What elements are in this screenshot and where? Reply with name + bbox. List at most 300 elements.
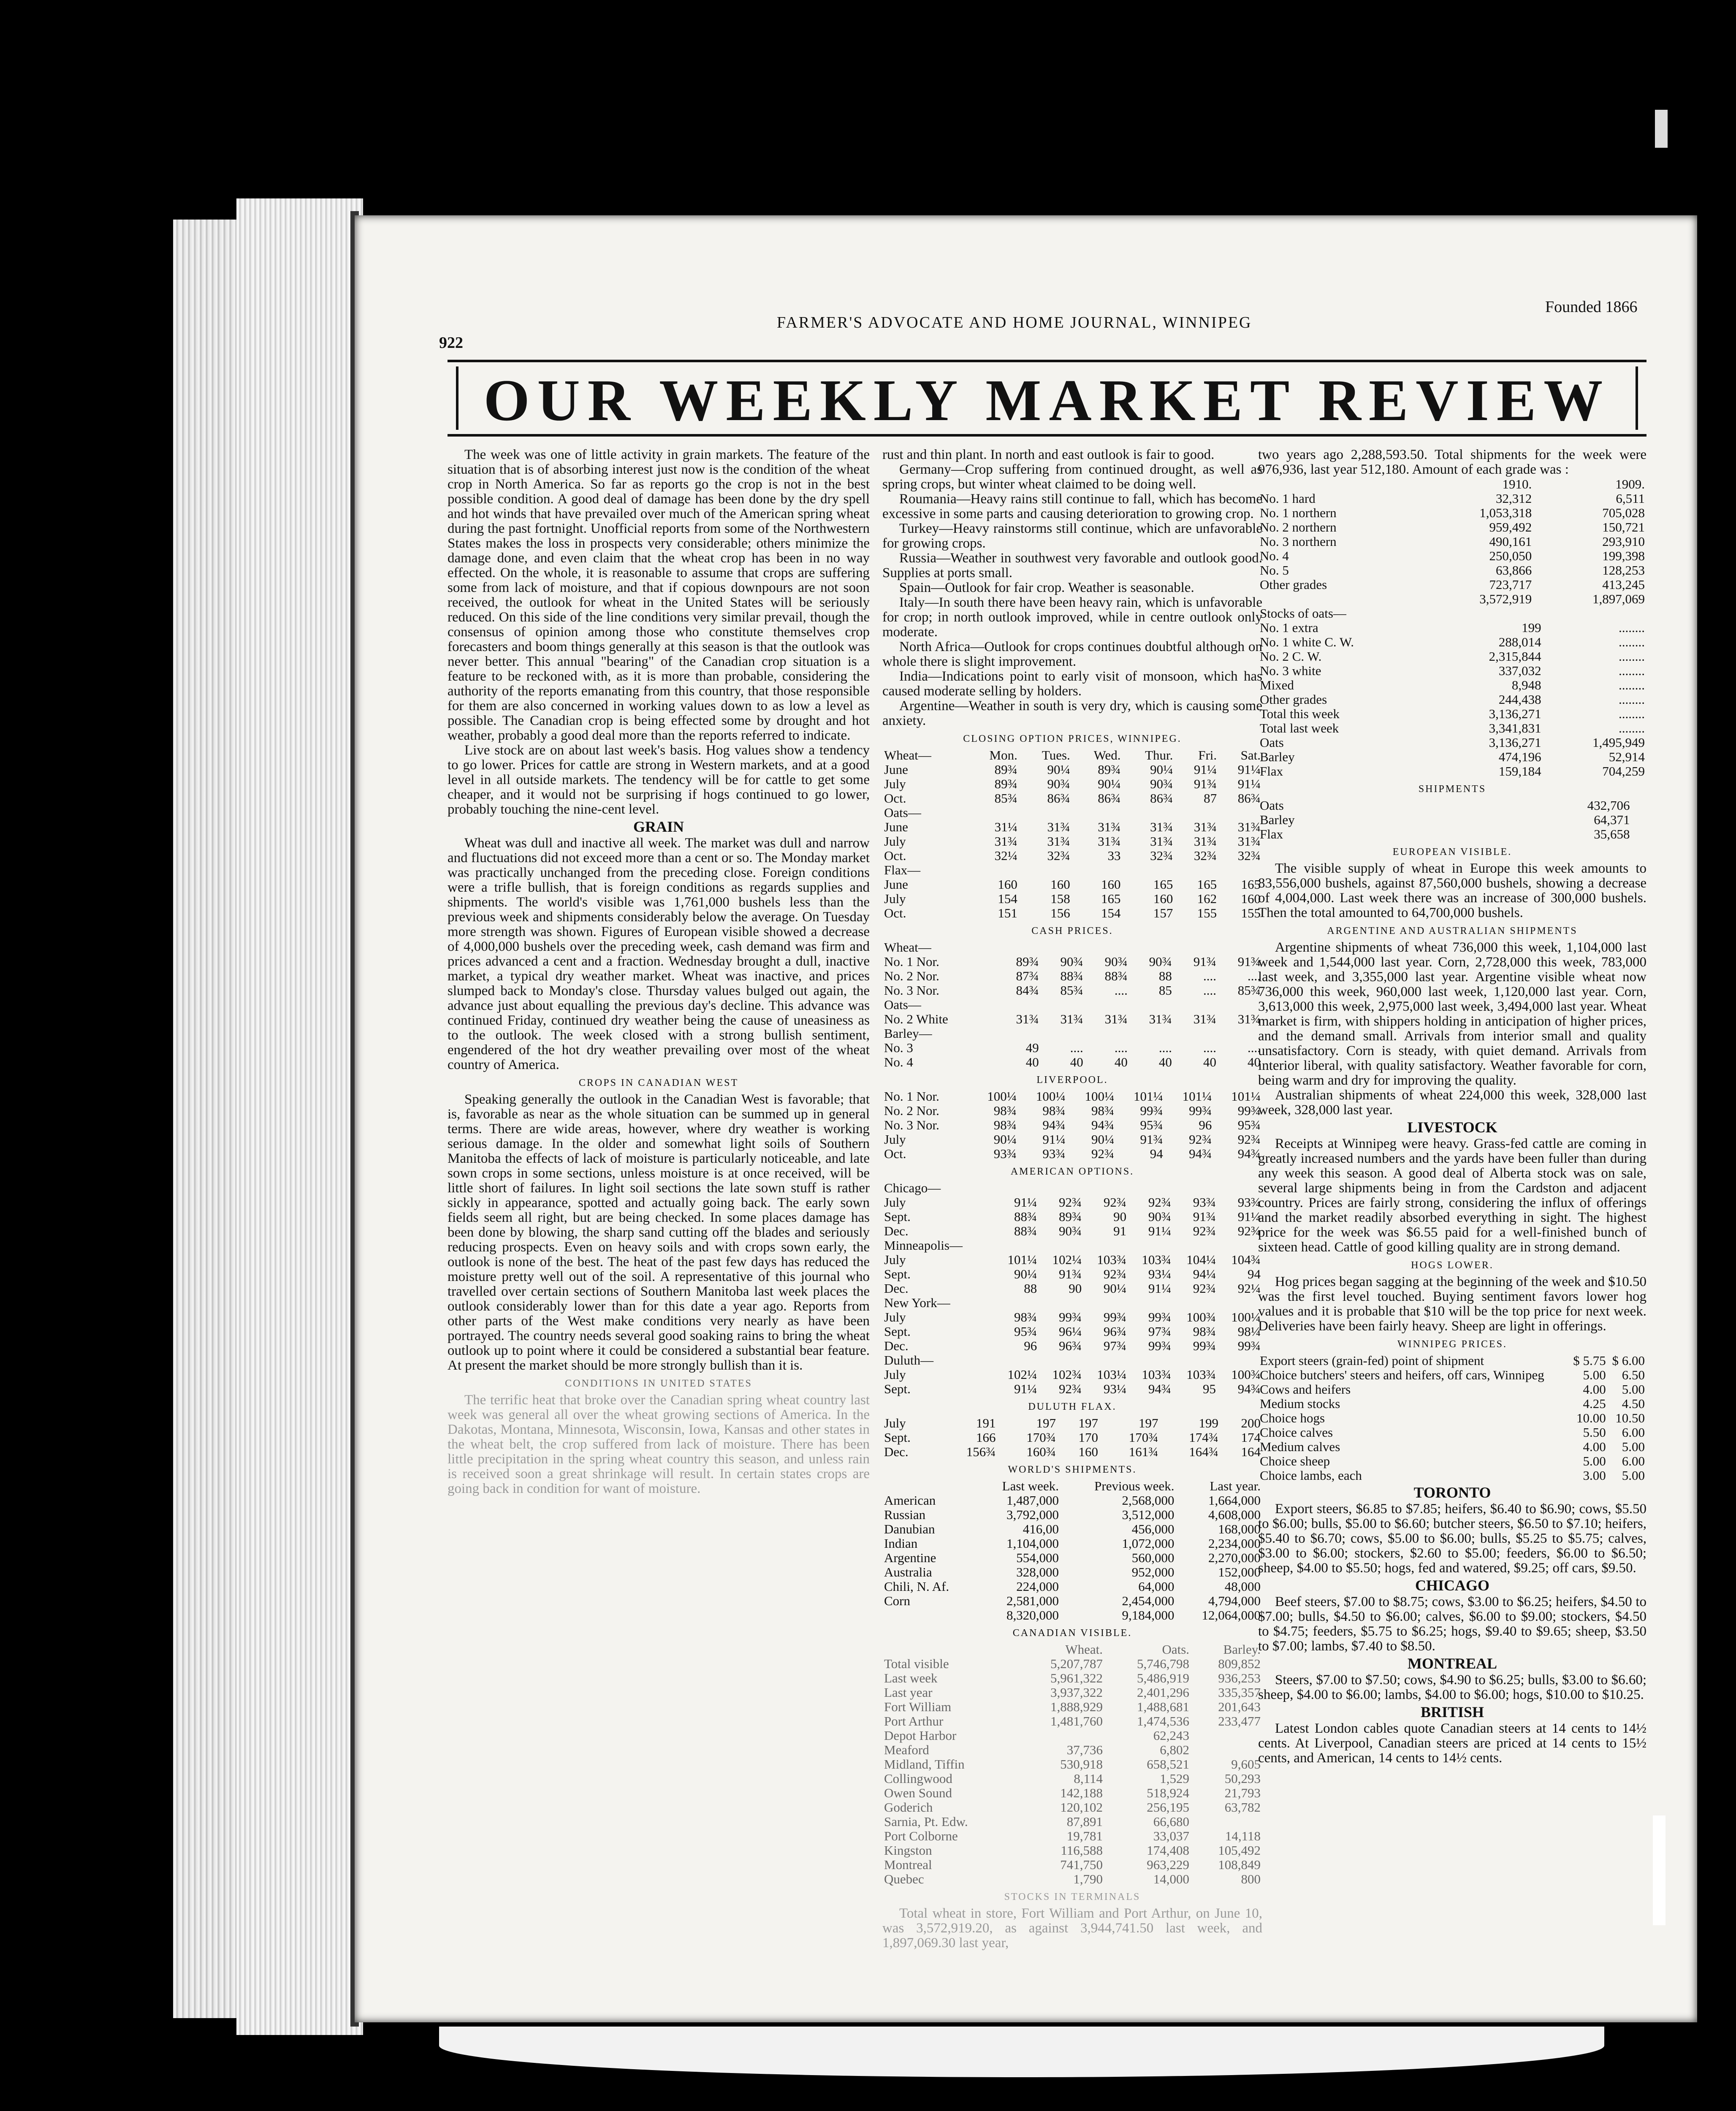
- table-row: [1258, 664, 1646, 678]
- table-row: [882, 1339, 1262, 1353]
- table-row: [882, 1041, 1262, 1055]
- table-row: [882, 1579, 1262, 1594]
- table-cell: 101¼: [1134, 1089, 1163, 1104]
- liverpool-heading: LIVERPOOL.: [1036, 1074, 1108, 1085]
- table-row: [882, 820, 1262, 834]
- table-cell: Australia: [884, 1565, 932, 1579]
- table-cell: [1083, 1181, 1128, 1195]
- table-cell: Duluth—: [884, 1353, 934, 1368]
- table-row: [882, 1743, 1262, 1757]
- table-cell: 160¾: [1026, 1444, 1056, 1459]
- us-conditions-paragraph: The terrific heat that broke over the Canadian spring wheat country last week was general all over the wheat growing sections of America. In the Dakotas, Montana, Minnesota, Wisconsin, Iowa, Kansas and other states in the wheat belt, the crop suffered from lack of moisture. There has been little precipitation in the spring wheat country this season, and unless rain is received soon a great shrinkage will result. In certain states crops are going back in condition for want of moisture.: [448, 1392, 870, 1496]
- table-cell: 800: [1241, 1872, 1261, 1886]
- table-cell: 432,706: [1587, 798, 1630, 813]
- british-heading: BRITISH: [1420, 1704, 1484, 1720]
- table-row: [1258, 606, 1646, 621]
- table-cell: 5,207,787: [1050, 1656, 1103, 1671]
- table-cell: 99¾: [1148, 1338, 1172, 1353]
- table-row: [882, 777, 1262, 791]
- table-cell: ........: [1619, 678, 1645, 692]
- table-cell: 233,477: [1218, 1714, 1261, 1728]
- table-cell: 103¾: [1097, 1252, 1127, 1267]
- table-cell: No. 4: [1260, 548, 1289, 563]
- table-cell: 1,888,929: [1050, 1699, 1103, 1714]
- shipments-intro: two years ago 2,288,593.50. Total shipments for the week were 976,936, last year 512,180. Amount of each grade was :: [1258, 447, 1646, 477]
- table-row: [882, 1310, 1262, 1324]
- table-cell: 31¾: [994, 834, 1017, 849]
- table-cell: 91¾: [1193, 1209, 1216, 1224]
- column-header: Oats.: [1162, 1642, 1190, 1657]
- table-cell: 102¼: [1052, 1252, 1082, 1267]
- table-cell: July: [884, 891, 906, 906]
- table-cell: 103¾: [1186, 1367, 1216, 1382]
- table-cell: 165: [1241, 877, 1261, 892]
- table-cell: [994, 1238, 1039, 1253]
- table-cell: 705,028: [1602, 505, 1645, 520]
- table-cell: [1632, 798, 1647, 813]
- table-cell: 150,721: [1602, 520, 1645, 535]
- table-cell: 99¾: [1237, 1103, 1261, 1118]
- table-cell: 157: [1153, 906, 1173, 920]
- table-cell: 809,852: [1218, 1656, 1261, 1671]
- foreign-report-paragraph: Spain—Outlook for fair crop. Weather is seasonable.: [899, 580, 1194, 595]
- table-cell: No. 2 White: [884, 1012, 948, 1026]
- table-cell: [1039, 1238, 1083, 1253]
- table-cell: June: [884, 877, 908, 892]
- table-cell: 120,102: [1060, 1800, 1103, 1815]
- table-row: [882, 806, 1262, 820]
- table-cell: 91¾: [1058, 1267, 1082, 1281]
- table-cell: [882, 1608, 977, 1623]
- table-row: [1258, 1411, 1646, 1425]
- argentine-heading: ARGENTINE AND AUSTRALIAN SHIPMENTS: [1327, 925, 1578, 936]
- table-cell: [1632, 813, 1647, 827]
- table-cell: 560,000: [1131, 1550, 1175, 1565]
- table-cell: [1128, 1353, 1173, 1368]
- table-cell: Last week: [884, 1671, 938, 1685]
- table-cell: 108,849: [1218, 1857, 1261, 1872]
- table-cell: 5.00: [1583, 1368, 1606, 1382]
- table-cell: 5,746,798: [1137, 1656, 1190, 1671]
- table-cell: [996, 1026, 1041, 1041]
- table-cell: 96¾: [1058, 1338, 1082, 1353]
- canadian-visible-table: [882, 1642, 1262, 1886]
- table-row: [882, 1536, 1262, 1551]
- table-cell: 963,229: [1147, 1857, 1190, 1872]
- table-cell: 31¾: [1149, 1012, 1172, 1026]
- table-cell: 93¾: [1237, 1195, 1261, 1210]
- table-row: [882, 1772, 1262, 1786]
- column-header: Mon.: [989, 748, 1017, 762]
- table-row: [1258, 764, 1646, 779]
- table-cell: 63,782: [1224, 1800, 1261, 1815]
- table-cell: 94: [1150, 1146, 1163, 1161]
- table-cell: 165: [1153, 877, 1173, 892]
- table-cell: 40: [1025, 1055, 1039, 1069]
- table-row: [882, 849, 1262, 863]
- foreign-report-paragraph: India—Indications point to early visit of monsoon, which has caused moderate selling by holders.: [882, 669, 1262, 699]
- table-cell: 31¾: [1104, 1012, 1128, 1026]
- table-cell: ....: [1203, 983, 1216, 998]
- table-cell: 97¾: [1103, 1338, 1127, 1353]
- table-cell: ........: [1619, 692, 1645, 707]
- table-cell: Total visible: [884, 1656, 949, 1671]
- table-cell: 90¼: [1150, 762, 1173, 777]
- oats-stocks-table: [1258, 606, 1646, 779]
- table-cell: 3,136,271: [1489, 706, 1541, 721]
- table-cell: 90¾: [1047, 776, 1070, 791]
- table-cell: 160: [1153, 891, 1173, 906]
- table-cell: 2,315,844: [1489, 649, 1541, 664]
- table-cell: 94¼: [1193, 1267, 1216, 1281]
- table-cell: [1041, 940, 1085, 955]
- table-cell: 244,438: [1498, 692, 1541, 707]
- table-row: [882, 1551, 1262, 1565]
- table-cell: 1,664,000: [1208, 1493, 1261, 1508]
- table-cell: 91¼: [1237, 1209, 1261, 1224]
- table-row: [882, 1267, 1262, 1281]
- book-page-edges-inner: [236, 198, 363, 2035]
- table-row: [1258, 1397, 1646, 1411]
- table-row: [882, 1700, 1262, 1714]
- table-cell: 9,184,000: [1122, 1608, 1175, 1623]
- table-cell: Port Colborne: [884, 1829, 958, 1843]
- table-cell: 164: [1241, 1444, 1261, 1459]
- table-cell: [1072, 863, 1123, 877]
- table-cell: 32¾: [1047, 848, 1070, 863]
- table-cell: [1218, 1026, 1262, 1041]
- table-cell: [1632, 827, 1647, 841]
- table-cell: July: [884, 1310, 906, 1324]
- table-row: [882, 863, 1262, 877]
- table-cell: 4.50: [1622, 1396, 1645, 1411]
- table-cell: 155: [1197, 906, 1217, 920]
- table-cell: 160: [1101, 877, 1121, 892]
- table-cell: 151: [998, 906, 1017, 920]
- table-cell: 103¾: [1142, 1367, 1172, 1382]
- toronto-heading: TORONTO: [1413, 1484, 1491, 1501]
- table-row: [882, 1416, 1262, 1430]
- table-cell: 155: [1241, 906, 1261, 920]
- table-row: [882, 1445, 1262, 1459]
- table-cell: 92¾: [1058, 1195, 1082, 1210]
- table-cell: 40: [1070, 1055, 1083, 1069]
- us-conditions-heading: CONDITIONS IN UNITED STATES: [565, 1378, 752, 1389]
- table-cell: 335,357: [1218, 1685, 1261, 1700]
- table-cell: [1173, 1296, 1218, 1310]
- table-cell: 86¾: [1237, 791, 1261, 806]
- table-cell: 1,897,069: [1592, 592, 1645, 606]
- table-cell: 3,512,000: [1122, 1507, 1175, 1522]
- table-cell: 165: [1101, 891, 1121, 906]
- table-cell: [1128, 1296, 1173, 1310]
- grain-paragraph: Wheat was dull and inactive all week. The market was dull and narrow and fluctuations did not exceed more than a cent or so. The Monday market was practically unchanged from the preceding close. Foreign conditions were a trifle bullish, that is foreign conditions as regards supplies and shipments. The world's visible was 1,761,000 bushels less than the previous week and shipments considerably below the average. On Tuesday more strength was shown. Figures of European visible showed a decrease of 4,000,000 bushels over the preceding week, cash demand was firm and prices advanced a cent and a fraction. Wednesday brought a dull, inactive market, a typical dry weather market. Wheat was inactive, and prices slumped back to Monday's close. Thursday values bulged out again, the advance just about equalling the previous day's decline. This advance was continued Friday, continued dry weather being the cause of uneasiness as to the outlook. The week closed with a strong bullish sentiment, engendered of the hot dry weather prevailing over most of the wheat country of America.: [448, 836, 870, 1072]
- table-cell: Depot Harbor: [884, 1728, 957, 1743]
- table-cell: 40: [1114, 1055, 1128, 1069]
- table-cell: 91¾: [1193, 954, 1216, 969]
- foreign-report-paragraph: Turkey—Heavy rainstorms still continue, which are unfavorable for growing crops.: [882, 521, 1262, 551]
- chicago-heading: CHICAGO: [1415, 1577, 1489, 1594]
- duluth-flax-table: [882, 1416, 1262, 1459]
- table-cell: 40: [1158, 1055, 1172, 1069]
- table-cell: Oats: [1260, 798, 1284, 813]
- table-cell: Flax—: [884, 863, 921, 877]
- table-cell: Choice calves: [1260, 1425, 1333, 1440]
- table-cell: 1,488,681: [1137, 1699, 1190, 1714]
- table-cell: Medium stocks: [1260, 1396, 1340, 1411]
- table-cell: [994, 1353, 1039, 1368]
- closing-heading: CLOSING OPTION PRICES, WINNIPEG.: [963, 733, 1182, 744]
- table-cell: ........: [1619, 663, 1645, 678]
- table-cell: No. 1 white C. W.: [1260, 635, 1354, 649]
- column-3: [1258, 448, 1646, 1766]
- table-cell: 93¾: [1042, 1146, 1066, 1161]
- table-cell: No. 3 white: [1260, 663, 1321, 678]
- table-cell: [1258, 592, 1421, 606]
- table-row: [882, 983, 1262, 998]
- table-cell: 96¼: [1058, 1324, 1082, 1339]
- table-cell: Dec.: [884, 1281, 909, 1296]
- table-cell: 31¾: [1194, 819, 1217, 834]
- table-row: [1258, 621, 1646, 635]
- table-cell: 87¾: [1016, 969, 1039, 983]
- table-cell: [1218, 1353, 1262, 1368]
- foreign-report-paragraph: Russia—Weather in southwest very favorable and outlook good. Supplies at ports small.: [882, 551, 1262, 581]
- foreign-crop-reports: [882, 448, 1262, 728]
- table-cell: 166: [976, 1430, 996, 1445]
- table-cell: 197: [1078, 1416, 1098, 1430]
- table-cell: 31¾: [1237, 819, 1261, 834]
- table-cell: [1439, 606, 1543, 621]
- table-cell: 97¾: [1148, 1324, 1172, 1339]
- table-cell: [1174, 940, 1218, 955]
- table-cell: No. 3: [884, 1040, 913, 1055]
- table-cell: 52,914: [1609, 749, 1645, 764]
- table-cell: 1,487,000: [1006, 1493, 1059, 1508]
- table-cell: 161¾: [1128, 1444, 1158, 1459]
- column-header: Wed.: [1093, 748, 1121, 762]
- table-cell: 100¼: [987, 1089, 1017, 1104]
- shipments-table: [1258, 798, 1646, 841]
- table-cell: 88: [1158, 969, 1172, 983]
- table-cell: 1,790: [1073, 1872, 1103, 1886]
- table-cell: 1,529: [1160, 1771, 1190, 1786]
- table-row: [882, 1565, 1262, 1579]
- table-cell: 164¾: [1189, 1444, 1219, 1459]
- column-header: [882, 1642, 1018, 1657]
- table-cell: 100¼: [1231, 1310, 1261, 1324]
- table-cell: 32,312: [1496, 491, 1532, 506]
- table-cell: July: [884, 1367, 906, 1382]
- page-curl: [439, 2027, 1604, 2077]
- table-cell: 104¾: [1231, 1252, 1261, 1267]
- table-cell: 156: [1050, 906, 1070, 920]
- table-cell: 95¾: [1140, 1118, 1163, 1132]
- foreign-report-paragraph: rust and thin plant. In north and east outlook is fair to good.: [882, 447, 1215, 462]
- livestock-summary-paragraph: Live stock are on about last week's basis. Hog values show a tendency to go lower. Prices for cattle are strong in Western markets, and at a good level in all outside markets. The tendency will be for cattle to get some cheaper, and it would not be surprising if hogs continued to go lower, probably touching the nine-cent level.: [448, 743, 870, 817]
- table-row: [882, 998, 1262, 1012]
- crops-heading: CROPS IN CANADIAN WEST: [578, 1077, 739, 1088]
- table-cell: 199,398: [1602, 548, 1645, 563]
- table-cell: June: [884, 762, 908, 777]
- table-cell: 90¼: [1014, 1267, 1037, 1281]
- table-cell: 952,000: [1131, 1565, 1175, 1579]
- table-row: [1258, 635, 1646, 649]
- table-cell: Oats: [1260, 735, 1284, 750]
- chicago-paragraph: Beef steers, $7.00 to $8.75; cows, $3.00 to $6.25; heifers, $4.50 to $7.00; bulls, $4.50 to $6.00; calves, $6.00 to $9.00; stockers, $4.50 to $4.75; feeders, $5.75 to $6.25; hogs, $9.40 to $9.65; sheep, $3.50 to $7.00; lambs, $7.40 to $8.50.: [1258, 1594, 1646, 1654]
- table-cell: 32¾: [1194, 848, 1217, 863]
- table-cell: ....: [1248, 1040, 1261, 1055]
- table-cell: 99¾: [1148, 1310, 1172, 1324]
- table-cell: 174¾: [1189, 1430, 1219, 1445]
- table-cell: 174: [1241, 1430, 1261, 1445]
- table-row: [1258, 1425, 1646, 1440]
- table-cell: 5.00: [1622, 1468, 1645, 1483]
- table-cell: 416,00: [1023, 1522, 1059, 1536]
- table-cell: 10.00: [1576, 1411, 1606, 1425]
- table-cell: 98¼: [1237, 1324, 1261, 1339]
- table-cell: 90¼: [1047, 762, 1070, 777]
- table-cell: 6,511: [1616, 491, 1645, 506]
- table-cell: 90¼: [993, 1132, 1017, 1147]
- table-cell: 86¾: [1150, 791, 1173, 806]
- table-cell: 91¼: [1014, 1381, 1037, 1396]
- table-row: [1258, 491, 1646, 506]
- table-row: [1258, 750, 1646, 764]
- table-cell: [1039, 1181, 1083, 1195]
- table-cell: 95: [1203, 1381, 1216, 1396]
- american-heading: AMERICAN OPTIONS.: [1010, 1166, 1134, 1177]
- table-cell: 158: [1050, 891, 1070, 906]
- table-row: [882, 1281, 1262, 1296]
- table-cell: Other grades: [1260, 577, 1327, 592]
- winnipeg-prices-table: [1258, 1354, 1646, 1483]
- table-cell: 98¾: [1014, 1310, 1037, 1324]
- table-cell: 31¾: [1150, 819, 1173, 834]
- table-cell: 490,161: [1489, 534, 1532, 549]
- table-cell: 116,588: [1061, 1843, 1103, 1858]
- table-cell: Export steers (grain-fed) point of shipment: [1260, 1353, 1484, 1368]
- table-row: [882, 1430, 1262, 1445]
- table-row: [1258, 707, 1646, 721]
- table-cell: 103¾: [1142, 1252, 1172, 1267]
- page-number: 922: [439, 334, 463, 352]
- closing-prices-table: [882, 748, 1262, 920]
- table-cell: 256,195: [1147, 1800, 1190, 1815]
- table-row: [1258, 1440, 1646, 1454]
- table-cell: [1174, 1026, 1218, 1041]
- table-cell: 40: [1203, 1055, 1216, 1069]
- table-cell: [1173, 1353, 1218, 1368]
- table-row: [1258, 721, 1646, 735]
- column-header: Last year.: [1210, 1479, 1261, 1493]
- column-header: Last week.: [1002, 1479, 1059, 1493]
- table-cell: [967, 863, 1019, 877]
- table-row: [1258, 678, 1646, 692]
- table-cell: 91: [1113, 1224, 1127, 1238]
- table-cell: 31¾: [1060, 1012, 1083, 1026]
- table-cell: [1218, 863, 1262, 877]
- table-row: [882, 969, 1262, 983]
- table-cell: 5.00: [1583, 1454, 1606, 1468]
- table-row: [882, 1224, 1262, 1238]
- table-cell: [1218, 1238, 1262, 1253]
- table-cell: 4.00: [1583, 1439, 1606, 1454]
- table-cell: 89¾: [994, 762, 1017, 777]
- table-cell: Sept.: [884, 1430, 911, 1445]
- table-row: [882, 1253, 1262, 1267]
- table-cell: 170¾: [1026, 1430, 1056, 1445]
- table-cell: 32¾: [1150, 848, 1173, 863]
- table-cell: [1129, 940, 1174, 955]
- table-cell: 91¼: [1237, 776, 1261, 791]
- column-header: 1910.: [1502, 477, 1532, 491]
- table-cell: 92¾: [1193, 1224, 1216, 1238]
- table-cell: 91¾: [1237, 954, 1261, 969]
- table-cell: 90¼: [1103, 1281, 1127, 1296]
- table-cell: Flax: [1260, 764, 1283, 779]
- table-cell: Minneapolis—: [884, 1238, 963, 1253]
- table-cell: Oct.: [884, 848, 906, 863]
- table-cell: [1129, 1026, 1174, 1041]
- table-cell: Goderich: [884, 1800, 933, 1815]
- table-row: [882, 1012, 1262, 1026]
- table-cell: 170: [1078, 1430, 1098, 1445]
- table-cell: No. 3 northern: [1260, 534, 1337, 549]
- table-cell: 91¼: [1014, 1195, 1037, 1210]
- table-row: [882, 791, 1262, 806]
- table-cell: 90¾: [1149, 954, 1172, 969]
- table-cell: Choice sheep: [1260, 1454, 1330, 1468]
- table-cell: 87,891: [1066, 1814, 1103, 1829]
- table-cell: [994, 1296, 1039, 1310]
- table-cell: 94¾: [1091, 1118, 1115, 1132]
- table-cell: 3.00: [1583, 1468, 1606, 1483]
- table-cell: Port Arthur: [884, 1714, 944, 1728]
- table-cell: 2,401,296: [1137, 1685, 1190, 1700]
- table-cell: 31¾: [1098, 834, 1121, 849]
- table-cell: 6,802: [1160, 1742, 1190, 1757]
- table-cell: Kingston: [884, 1843, 932, 1858]
- table-cell: 4,794,000: [1208, 1593, 1261, 1608]
- table-row: [1258, 520, 1646, 535]
- table-cell: [1218, 998, 1262, 1012]
- table-cell: 156¾: [966, 1444, 996, 1459]
- table-row: [1258, 1468, 1646, 1483]
- table-row: [882, 1815, 1262, 1829]
- table-cell: No. 1 Nor.: [884, 1089, 939, 1104]
- table-cell: 48,000: [1224, 1579, 1261, 1594]
- table-cell: Danubian: [884, 1522, 935, 1536]
- table-cell: 2,568,000: [1122, 1493, 1175, 1508]
- table-cell: No. 1 northern: [1260, 505, 1337, 520]
- british-paragraph: Latest London cables quote Canadian steers at 14 cents to 14½ cents. At Liverpool, Canadian steers are priced at 14 cents to 15½ cents, and American, 14 cents to 14½ cents.: [1258, 1721, 1646, 1766]
- table-cell: 93¼: [1103, 1381, 1127, 1396]
- foreign-report-paragraph: Italy—In south there have been heavy rain, which is unfavorable for crop; in north outlook improved, while in centre outlook only moderate.: [882, 595, 1262, 640]
- table-row: [882, 892, 1262, 906]
- table-cell: 99¾: [1193, 1338, 1216, 1353]
- table-cell: [1019, 806, 1072, 820]
- toronto-paragraph: Export steers, $6.85 to $7.85; heifers, $6.40 to $6.90; cows, $5.50 to $6.00; bulls, $5.00 to $6.60; butcher steers, $6.50 to $7.10; heifers, $5.40 to $6.70; cows, $5.00 to $6.00; bulls, $5.25 to $5.75; calves, $3.00 to $6.00; stockers, $2.60 to $5.00; feeders, $6.00 to $6.50; sheep, $4.00 to $5.50; hogs, fed and watered, $9.25; off cars, $9.50.: [1258, 1501, 1646, 1576]
- table-cell: 93¼: [1148, 1267, 1172, 1281]
- table-cell: 936,253: [1218, 1671, 1261, 1685]
- table-cell: [1085, 998, 1129, 1012]
- table-cell: 2,234,000: [1208, 1536, 1261, 1551]
- table-cell: 288,014: [1498, 635, 1541, 649]
- table-cell: 64,000: [1138, 1579, 1175, 1594]
- world-shipments-heading: WORLD'S SHIPMENTS.: [1008, 1464, 1137, 1475]
- table-cell: [1191, 1743, 1262, 1757]
